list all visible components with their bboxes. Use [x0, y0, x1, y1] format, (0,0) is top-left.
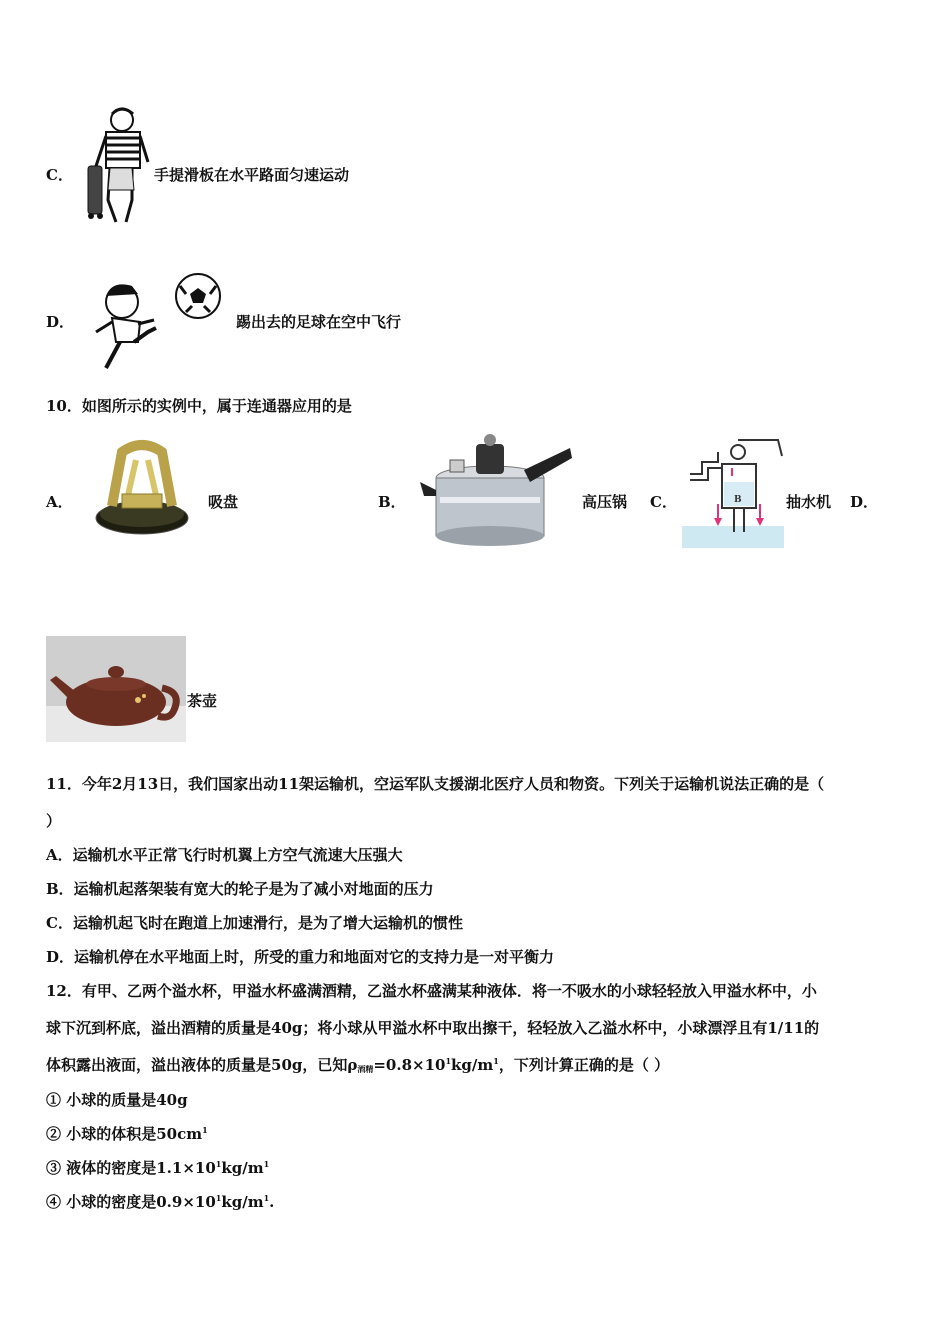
q12-stem-line3: 体积露出液面，溢出液体的质量是50g，已知$\rho_{酒精}=0.8\times 10^1kg/m^1$，下列计算正确的是（ ） — [46, 1056, 670, 1074]
q9-option-d-letter: D． — [46, 313, 75, 331]
q10-option-d-label: 茶壶 — [187, 692, 218, 710]
water-pump-diagram — [682, 436, 784, 548]
q10-option-b-letter: B． — [378, 493, 406, 511]
pump-label-b: B — [734, 495, 742, 505]
q9-option-c-text: 手提滑板在水平路面匀速运动 — [154, 166, 350, 184]
boy-carrying-skateboard-illustration — [82, 104, 154, 228]
q12-statement-4: ④ 小球的密度是$0.9\times 10^1kg/m^1$. — [46, 1193, 275, 1211]
q12-statement-3: ③ 液体的密度是$1.1\times 10^1kg/m^1$ — [46, 1159, 270, 1177]
q12-statement-1: ① 小球的质量是40g — [46, 1091, 188, 1109]
q10-option-c-label: 抽水机 — [786, 493, 832, 511]
teapot-photo — [46, 636, 186, 742]
q11-option-a: A．运输机水平正常飞行时机翼上方空气流速大压强大 — [46, 846, 403, 864]
q11-option-d: D．运输机停在水平地面上时，所受的重力和地面对它的支持力是一对平衡力 — [46, 948, 555, 966]
q11-stem-line1: 11．今年2月13日，我们国家出动11架运输机，空运军队支援湖北医疗人员和物资。下列关于运输机说法正确的是（ — [46, 775, 825, 793]
q10-option-a-letter: A． — [46, 493, 73, 511]
q10-option-b-label: 高压锅 — [582, 493, 628, 511]
q11-option-b: B．运输机起落架装有宽大的轮子是为了减小对地面的压力 — [46, 880, 434, 898]
q11-stem-line2: ） — [46, 812, 62, 830]
boy-kicking-soccer-ball-illustration — [82, 272, 232, 376]
suction-cup-photo — [92, 432, 192, 542]
q12-stem-line1: 12．有甲、乙两个溢水杯，甲溢水杯盛满酒精，乙溢水杯盛满某种液体．将一不吸水的小球轻轻放入甲溢水杯中，小 — [46, 982, 817, 1000]
q9-option-c-letter: C． — [46, 166, 73, 184]
q10-stem: 10．如图所示的实例中，属于连通器应用的是 — [46, 397, 352, 415]
q11-option-c: C．运输机起飞时在跑道上加速滑行，是为了增大运输机的惯性 — [46, 914, 463, 932]
q9-option-d-text: 踢出去的足球在空中飞行 — [236, 313, 402, 331]
q12-statement-2: ② 小球的体积是$50cm^1$ — [46, 1125, 208, 1143]
q12-stem-line2: 球下沉到杯底，溢出酒精的质量是40g；将小球从甲溢水杯中取出擦干，轻轻放入乙溢水杯中，小球漂浮且有1/11的 — [46, 1019, 820, 1037]
q10-option-a-label: 吸盘 — [208, 493, 239, 511]
pressure-cooker-photo — [420, 430, 575, 548]
q10-option-c-letter: C． — [650, 493, 677, 511]
q10-option-d-letter: D． — [850, 493, 879, 511]
